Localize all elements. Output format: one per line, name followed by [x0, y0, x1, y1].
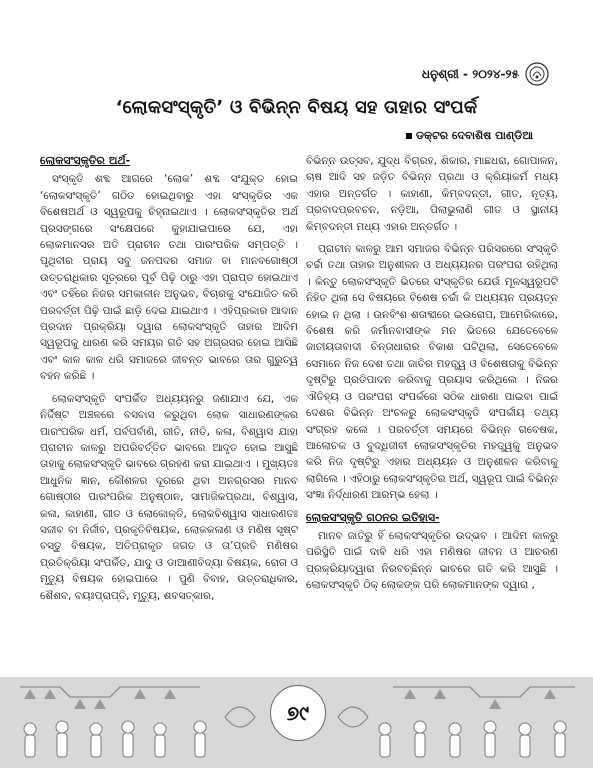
author-name: ଡକ୍ଟର ଦେବାଶିଷ ପାଣ୍ଡିଆ	[415, 129, 533, 142]
journal-emblem-icon	[525, 62, 549, 86]
journal-title: ଧନୁଶ୍ରୀ - ୨୦୨୪-୨୫	[421, 66, 519, 81]
author-line	[406, 129, 533, 143]
bullet-square-icon	[406, 133, 412, 139]
paragraph: ମାନବ ଜାତିରୁ ହିଁ ଲୋକସଂସ୍କୃତିର ଉଦ୍ଭବ । ଆଦିମ କାଳରୁ ପରିସ୍ଥିତି ପାଇଁ ଦାବି ଧରି ଏହା ମଣିଷର ଜୀବନ ଓ ଆଚରଣ ପ୍ରକ୍ରିୟାଦ୍ୱାରା ନିରବଚ୍ଛିନ୍ନ ଭାବରେ ଗତି କରି ଆସୁଛି । ଲୋକସଂସ୍କୃତି ଠିକ୍ ଲୋକଙ୍କ ପରି ଲୋକମାନଙ୍କ ଦ୍ୱାରା ,	[306, 529, 558, 592]
page-number-badge	[270, 685, 326, 741]
section-heading-history: ଲୋକସଂସ୍କୃତି ଗଠନର ଇତିହାସ-	[306, 510, 440, 524]
paragraph: ସଂସ୍କୃତି ଶବ୍ଦ ଆଗରେ ‘ଲୋକ’ ଶବ୍ଦ ସଂଯୁକ୍ତ ହୋଇ ‘ଲୋକସଂସ୍କୃତି’ ଗଠିତ ହୋଇଥିବାରୁ ଏହା ସଂସ୍କୃତିର ଏକ ବିଶେଷଅର୍ଥ ଓ ସ୍ୱରୂପକୁ ଚିହ୍ନାଇଥାଏ । ଲୋକସଂସ୍କୃତିର ଅର୍ଥ ପ୍ରସଙ୍ଗରେ ସଂକ୍ଷେପରେ କୁହାଯାଇପାରେ ଯେ, ଏହା ଲୋକମାନସର ଅତି ପ୍ରାଚୀନ ତଥା ପାରଂପରିକ ସମ୍ପତ୍ତି । ପୃଥିବୀର ପ୍ରାୟ ସବୁ ଜନପଦର ସମାଜ ବା ମାନବଗୋଷ୍ଠୀ ଉତ୍ତରାଧିକାର ସୂତ୍ରରେ ପୂର୍ବ ପିଢ଼ି ଠାରୁ ଏହା ପ୍ରାପ୍ତ ହୋଇଥାଏ ଏବଂ ତହିଁରେ ନିଜର ସମକାଳୀନ ଅନୁଭବ, ବିଚାରକୁ ସଂଯୋଜିତ କରି ପରବର୍ତ୍ତୀ ପିଢ଼ି ପାଇଁ ଛାଡ଼ି ଦେଇ ଯାଇଥାଏ । ଏହିପ୍ରକାର ଆଦାନ ପ୍ରଦାନ ପ୍ରକ୍ରିୟା ଦ୍ୱାରା ଲୋକସଂସ୍କୃତି ତାହାର ଆଦିମ ସ୍ୱରୂପକୁ ଧାରଣ କରି ସମୟର ଗତି ସହ ଅଗ୍ରସର ହୋଇ ଆସିଛି ଏବଂ କାଳ କାଳ ଧରି ସମାଜରେ ଜୀବନ୍ତ ଭାବରେ ତାର ଗୁରୁତ୍ୱ ବହନ କରିଛି ।	[40, 173, 298, 383]
paragraph: ଲୋକସଂସ୍କୃତି ସଂପର୍କିତ ଅଧ୍ୟୟନରୁ ଜଣାଯାଏ ଯେ, ଏକ ନିର୍ଦ୍ଦିଷ୍ଟ ଅଞ୍ଚଳରେ ବସବାସ କରୁଥିବା ଲୋକ ସାଧାରଣଙ୍କର ପାରଂପରିକ ଧର୍ମ, ପର୍ବପର୍ବାଣି, ରୀତି, ନୀତି, କଳା, ବିଶ୍ୱାସ ଯାହା ପ୍ରାଚୀନ କାଳରୁ ଅପରିବର୍ତ୍ତିତ ଭାବରେ ଆଦୃତ ହୋଇ ଆସୁଛି ତାହାକୁ ଲୋକସଂସ୍କୃତି ଭାବରେ ଗ୍ରହଣ କରା ଯାଇଥାଏ । ମୁଖ୍ୟତଃ ଆଧୁନିକ ଜ୍ଞାନ, କୌଶଳର ଦୂରରେ ଥିବା ଅନଗ୍ରସର ମାନବ ଗୋଷ୍ଠୀର ପାରଂପରିକ ଅନୁଷ୍ଠାନ, ସାମାଜିକପ୍ରଥା, ବିଶ୍ୱାସ, କଳା, କାହାଣୀ, ଗୀତ ଓ ଲୋକୋକ୍ତି, ଲୋକବିଶ୍ୱାସ ସାଧାରଣତଃ ସଜୀବ ବା ନିର୍ଜୀବ, ପ୍ରକୃତିବିଷୟକ, ଲୋକକଳାଣ ଓ ମଣିଷ ସୃଷ୍ଟ ବସ୍ତୁ ବିଷୟକ, ଅତିପ୍ରାକୃତ ଜଗତ ଓ ତା’ପ୍ରତି ମଣିଷର ପ୍ରତିକ୍ରିୟା ସଂପର୍କିତ, ଯାଦୁ ଓ ଡାଆଣୀବିଦ୍ୟା ବିଷୟକ, ରୋଗ ଓ ମୃତ୍ୟୁ ବିଷୟକ ହୋଇପାରେ । ପୁଣି ବିବାହ, ଉତ୍ତରାଧିକାର, ଶୈଶବ, ବୟଃପ୍ରାପ୍ତି, ମୃତ୍ୟୁ, ଶବସତ୍କାର,	[40, 392, 298, 602]
paragraph: ପ୍ରାଚୀନ କାଳରୁ ଆମ ସମାଜର ବିଭିନ୍ନ ପରିସରରେ ସଂସ୍କୃତି ଚର୍ଚ୍ଚା ତଥା ତାହାର ଅନୁଶୀଳନ ଓ ଅଧ୍ୟୟନର ପରଂପରା ରହିଥିଲା । କିନ୍ତୁ ଲୋକସଂସ୍କୃତି ଭିତରେ ସଂସ୍କୃତିର ଯେଉଁ ମୂଳସ୍ୱରୂପଟି ନିହିତ ଥିଲା ସେ ବିଷୟରେ ବିଶେଷ ଚର୍ଚ୍ଚା କି ଅଧ୍ୟୟନ ପ୍ରୟତ୍ନ ହୋଇ ନ ଥିଲା । ଉନବିଂଶ ଶତାବ୍ଦୀରେ ଇଉରୋପ, ଆମେରିକାରେ, ବିଶେଷ କରି ଜର୍ମାନବାସୀଙ୍କ ମନ ଭିତରେ ଯେତେବେଳେ ଜାତୀୟତାବାଦୀ ଚିନ୍ତାଧାରାର ବିକାଶ ଘଟିଥିଲା, ସେତେବେଳେ ସେମାନେ ନିଜ ଦେଶ ତଥା ଜାତିର ମହତ୍ତ୍ୱ ଓ ବିଶେଷତାକୁ ବିଭିନ୍ନ ଦୃଷ୍ଟିରୁ ପ୍ରତିପାଦନ କରିବାକୁ ପ୍ରୟାସ କରିଥିଲେ । ନିଜର ଐତିହ୍ୟ ଓ ପରଂପରା ସଂପର୍କରେ ସଠିକ ଧାରଣା ପାଇବା ପାଇଁ ଦେଶର ବିଭିନ୍ନ ଅଂଚଳରୁ ଲୋକସଂସ୍କୃତି ସଂପର୍କୀୟ ତଥ୍ୟ ସଂଗ୍ରହ କଲେ । ପରବର୍ତ୍ତୀ ସମୟରେ ବିଭିନ୍ନ ଗବେଷକ, ଆଲୋଚକ ଓ ବୁଦ୍ଧିଜୀବୀ ଲୋକସଂସ୍କୃତିର ମହତ୍ତ୍ୱକୁ ଅନୁଭବ କରି ନିଜ ଦୃଷ୍ଟିରୁ ଏହାର ଅଧ୍ୟୟନ ଓ ଅନୁଶୀଳନ କରିବାକୁ ଲାଗିଲେ । ଏହିଠାରୁ ଲୋକସଂସ୍କୃତିର ଅର୍ଥ, ସ୍ୱରୂପ ପାଇଁ ବିଭିନ୍ନ ସଂଜ୍ଞା ନିର୍ଦ୍ଧାରଣ ଆରମ୍ଭ ହେଲା ।	[306, 243, 558, 502]
paragraph: ବିଭିନ୍ନ ଉତ୍ସବ, ଯୁଦ୍ଧ ବିଗ୍ରହ, ଶିକାର, ମାଛଧରା, ଗୋପାଳନ, ଚାଷ ଆଦି ସହ ଜଡ଼ିତ ବିଭିନ୍ନ ପ୍ରଥା ଓ କ୍ରିୟାକର୍ମ ମଧ୍ୟ ଏହାର ଅନ୍ତର୍ଗତ । କାହାଣୀ, କିମ୍ବଦନ୍ତୀ, ଗୀତ, ନୃତ୍ୟ, ପ୍ରବାଦପ୍ରବଚନ, ନଡ଼ିଆ, ପିଲାଭୁଲାଣି ଗୀତ ଓ ସ୍ଥାନୀୟ କିମ୍ବଦନ୍ତୀ ମଧ୍ୟ ଏହାର ଅନ୍ତର୍ଗତ ।	[306, 155, 558, 233]
right-column	[306, 153, 558, 600]
page-number: ୭୯	[286, 701, 310, 725]
article-title: ‘ଲୋକସଂସ୍କୃତି’ ଓ ବିଭିନ୍ନ ବିଷୟ ସହ ତାହାର ସଂପର୍କ	[115, 97, 478, 118]
section-heading-meaning: ଲୋକସଂସ୍କୃତିର ଅର୍ଥ-	[40, 154, 131, 167]
running-header	[422, 62, 549, 86]
left-column	[40, 153, 298, 610]
